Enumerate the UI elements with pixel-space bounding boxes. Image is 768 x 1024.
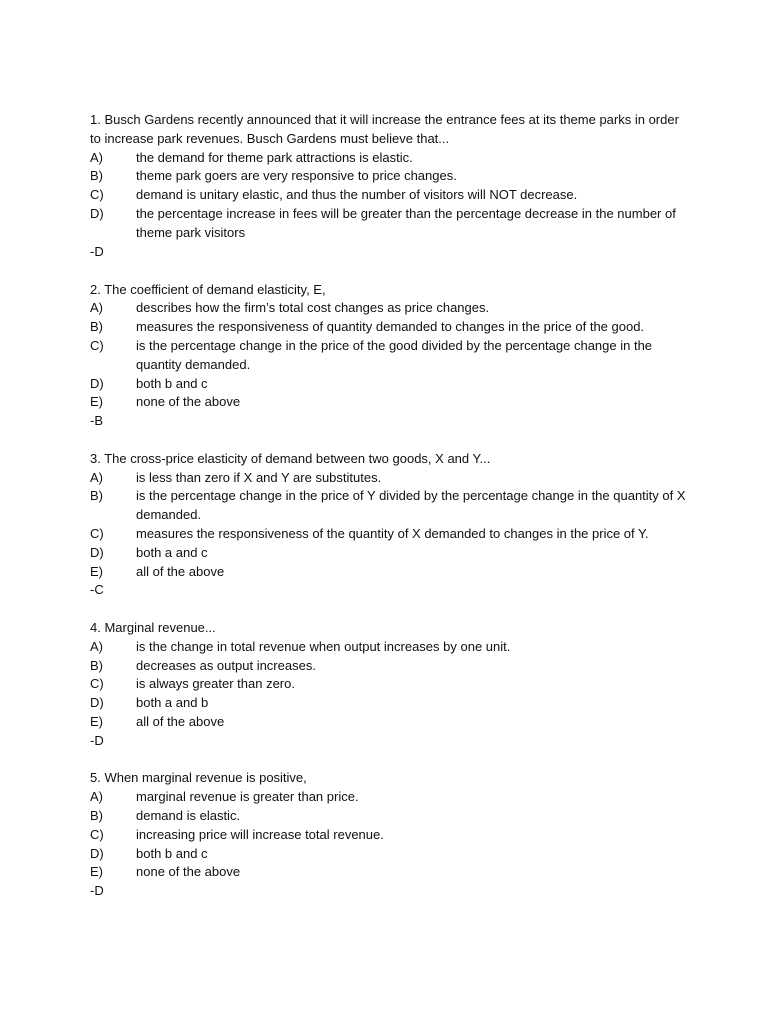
option-letter: D) bbox=[90, 205, 104, 221]
option-letter: E) bbox=[90, 864, 103, 880]
answer-option bbox=[90, 393, 690, 412]
option-text: decreases as output increases. bbox=[136, 657, 316, 673]
option-letter: A) bbox=[90, 638, 103, 654]
answer-option bbox=[90, 318, 690, 337]
option-text: none of the above bbox=[136, 864, 241, 880]
question-3 bbox=[90, 450, 690, 600]
answer-option bbox=[90, 186, 690, 205]
question-list bbox=[90, 111, 690, 920]
answer-option bbox=[90, 694, 690, 713]
option-letter: A) bbox=[90, 149, 103, 165]
answer-option bbox=[90, 167, 690, 186]
option-letter: B) bbox=[90, 319, 103, 335]
answer-option bbox=[90, 807, 690, 826]
answer-option bbox=[90, 299, 690, 318]
option-text: both a and c bbox=[136, 544, 208, 560]
answer-option bbox=[90, 205, 690, 243]
answer-option bbox=[90, 863, 690, 882]
option-letter: E) bbox=[90, 563, 103, 579]
answer-option bbox=[90, 469, 690, 488]
option-text: marginal revenue is greater than price. bbox=[136, 789, 359, 805]
option-letter: C) bbox=[90, 338, 104, 354]
option-text: all of the above bbox=[136, 563, 225, 579]
option-text: measures the responsiveness of quantity demanded to changes in the price of the good. bbox=[136, 319, 645, 335]
option-text: measures the responsiveness of the quantity of X demanded to changes in the price of Y. bbox=[136, 526, 649, 542]
option-text: all of the above bbox=[136, 714, 225, 729]
answer-option bbox=[90, 713, 690, 732]
option-letter: A) bbox=[90, 300, 103, 316]
option-text: is always greater than zero. bbox=[136, 676, 295, 692]
answer-option bbox=[90, 788, 690, 807]
option-letter: A) bbox=[90, 469, 103, 485]
option-text: theme park goers are very responsive to price changes. bbox=[136, 168, 457, 184]
option-text: the percentage increase in fees will be greater than the percentage decrease in the number of theme park visitors bbox=[136, 205, 676, 240]
answer-option bbox=[90, 638, 690, 657]
answer-option bbox=[90, 657, 690, 676]
option-letter: D) bbox=[90, 375, 104, 391]
option-letter: B) bbox=[90, 807, 103, 823]
question-stem: 4. Marginal revenue... bbox=[90, 620, 216, 636]
option-text: both b and c bbox=[136, 845, 208, 861]
answer-option bbox=[90, 544, 690, 563]
question-stem: 3. The cross-price elasticity of demand between two goods, X and Y... bbox=[90, 450, 491, 466]
answer-key: -D bbox=[90, 883, 104, 899]
question-5 bbox=[90, 769, 690, 901]
option-text: is the change in total revenue when output increases by one unit. bbox=[136, 638, 511, 654]
question-1 bbox=[90, 111, 690, 262]
option-letter: B) bbox=[90, 488, 103, 504]
answer-option bbox=[90, 375, 690, 394]
option-letter: E) bbox=[90, 714, 103, 729]
question-stem: 2. The coefficient of demand elasticity, E, bbox=[90, 281, 326, 297]
option-letter: C) bbox=[90, 187, 104, 203]
option-text: both b and c bbox=[136, 375, 208, 391]
answer-option bbox=[90, 675, 690, 694]
option-letter: C) bbox=[90, 526, 104, 542]
answer-option bbox=[90, 563, 690, 582]
answer-option bbox=[90, 487, 690, 525]
option-text: is the percentage change in the price of Y divided by the percentage change in the quantity of X demanded. bbox=[136, 488, 686, 523]
option-letter: B) bbox=[90, 168, 103, 184]
answer-key: -D bbox=[90, 732, 104, 748]
option-letter: D) bbox=[90, 544, 104, 560]
question-stem: 5. When marginal revenue is positive, bbox=[90, 770, 307, 786]
option-text: the demand for theme park attractions is elastic. bbox=[136, 149, 413, 165]
option-letter: C) bbox=[90, 676, 104, 692]
option-text: none of the above bbox=[136, 394, 241, 410]
option-letter: D) bbox=[90, 695, 104, 711]
option-text: is less than zero if X and Y are substitutes. bbox=[136, 469, 382, 485]
option-text: increasing price will increase total revenue. bbox=[136, 826, 384, 842]
option-letter: B) bbox=[90, 657, 103, 673]
option-text: demand is elastic. bbox=[136, 807, 241, 823]
question-4 bbox=[90, 619, 690, 751]
answer-key: -C bbox=[90, 582, 104, 598]
option-letter: D) bbox=[90, 845, 104, 861]
answer-option bbox=[90, 845, 690, 864]
option-text: describes how the firm’s total cost changes as price changes. bbox=[136, 300, 490, 316]
option-letter: C) bbox=[90, 826, 104, 842]
answer-option bbox=[90, 337, 690, 375]
question-2 bbox=[90, 281, 690, 431]
answer-key: -D bbox=[90, 244, 104, 260]
answer-option bbox=[90, 525, 690, 544]
option-letter: A) bbox=[90, 789, 103, 805]
option-text: is the percentage change in the price of the good divided by the percentage change in the quantity demanded. bbox=[136, 338, 653, 372]
answer-key: -B bbox=[90, 413, 103, 429]
answer-option bbox=[90, 149, 690, 168]
option-letter: E) bbox=[90, 394, 103, 410]
question-stem: 1. Busch Gardens recently announced that it will increase the entrance fees at its theme parks in order to increase park revenues. Busch Gardens must believe that... bbox=[90, 112, 679, 146]
option-text: both a and b bbox=[136, 695, 209, 711]
option-text: demand is unitary elastic, and thus the number of visitors will NOT decrease. bbox=[136, 187, 578, 203]
answer-option bbox=[90, 826, 690, 845]
